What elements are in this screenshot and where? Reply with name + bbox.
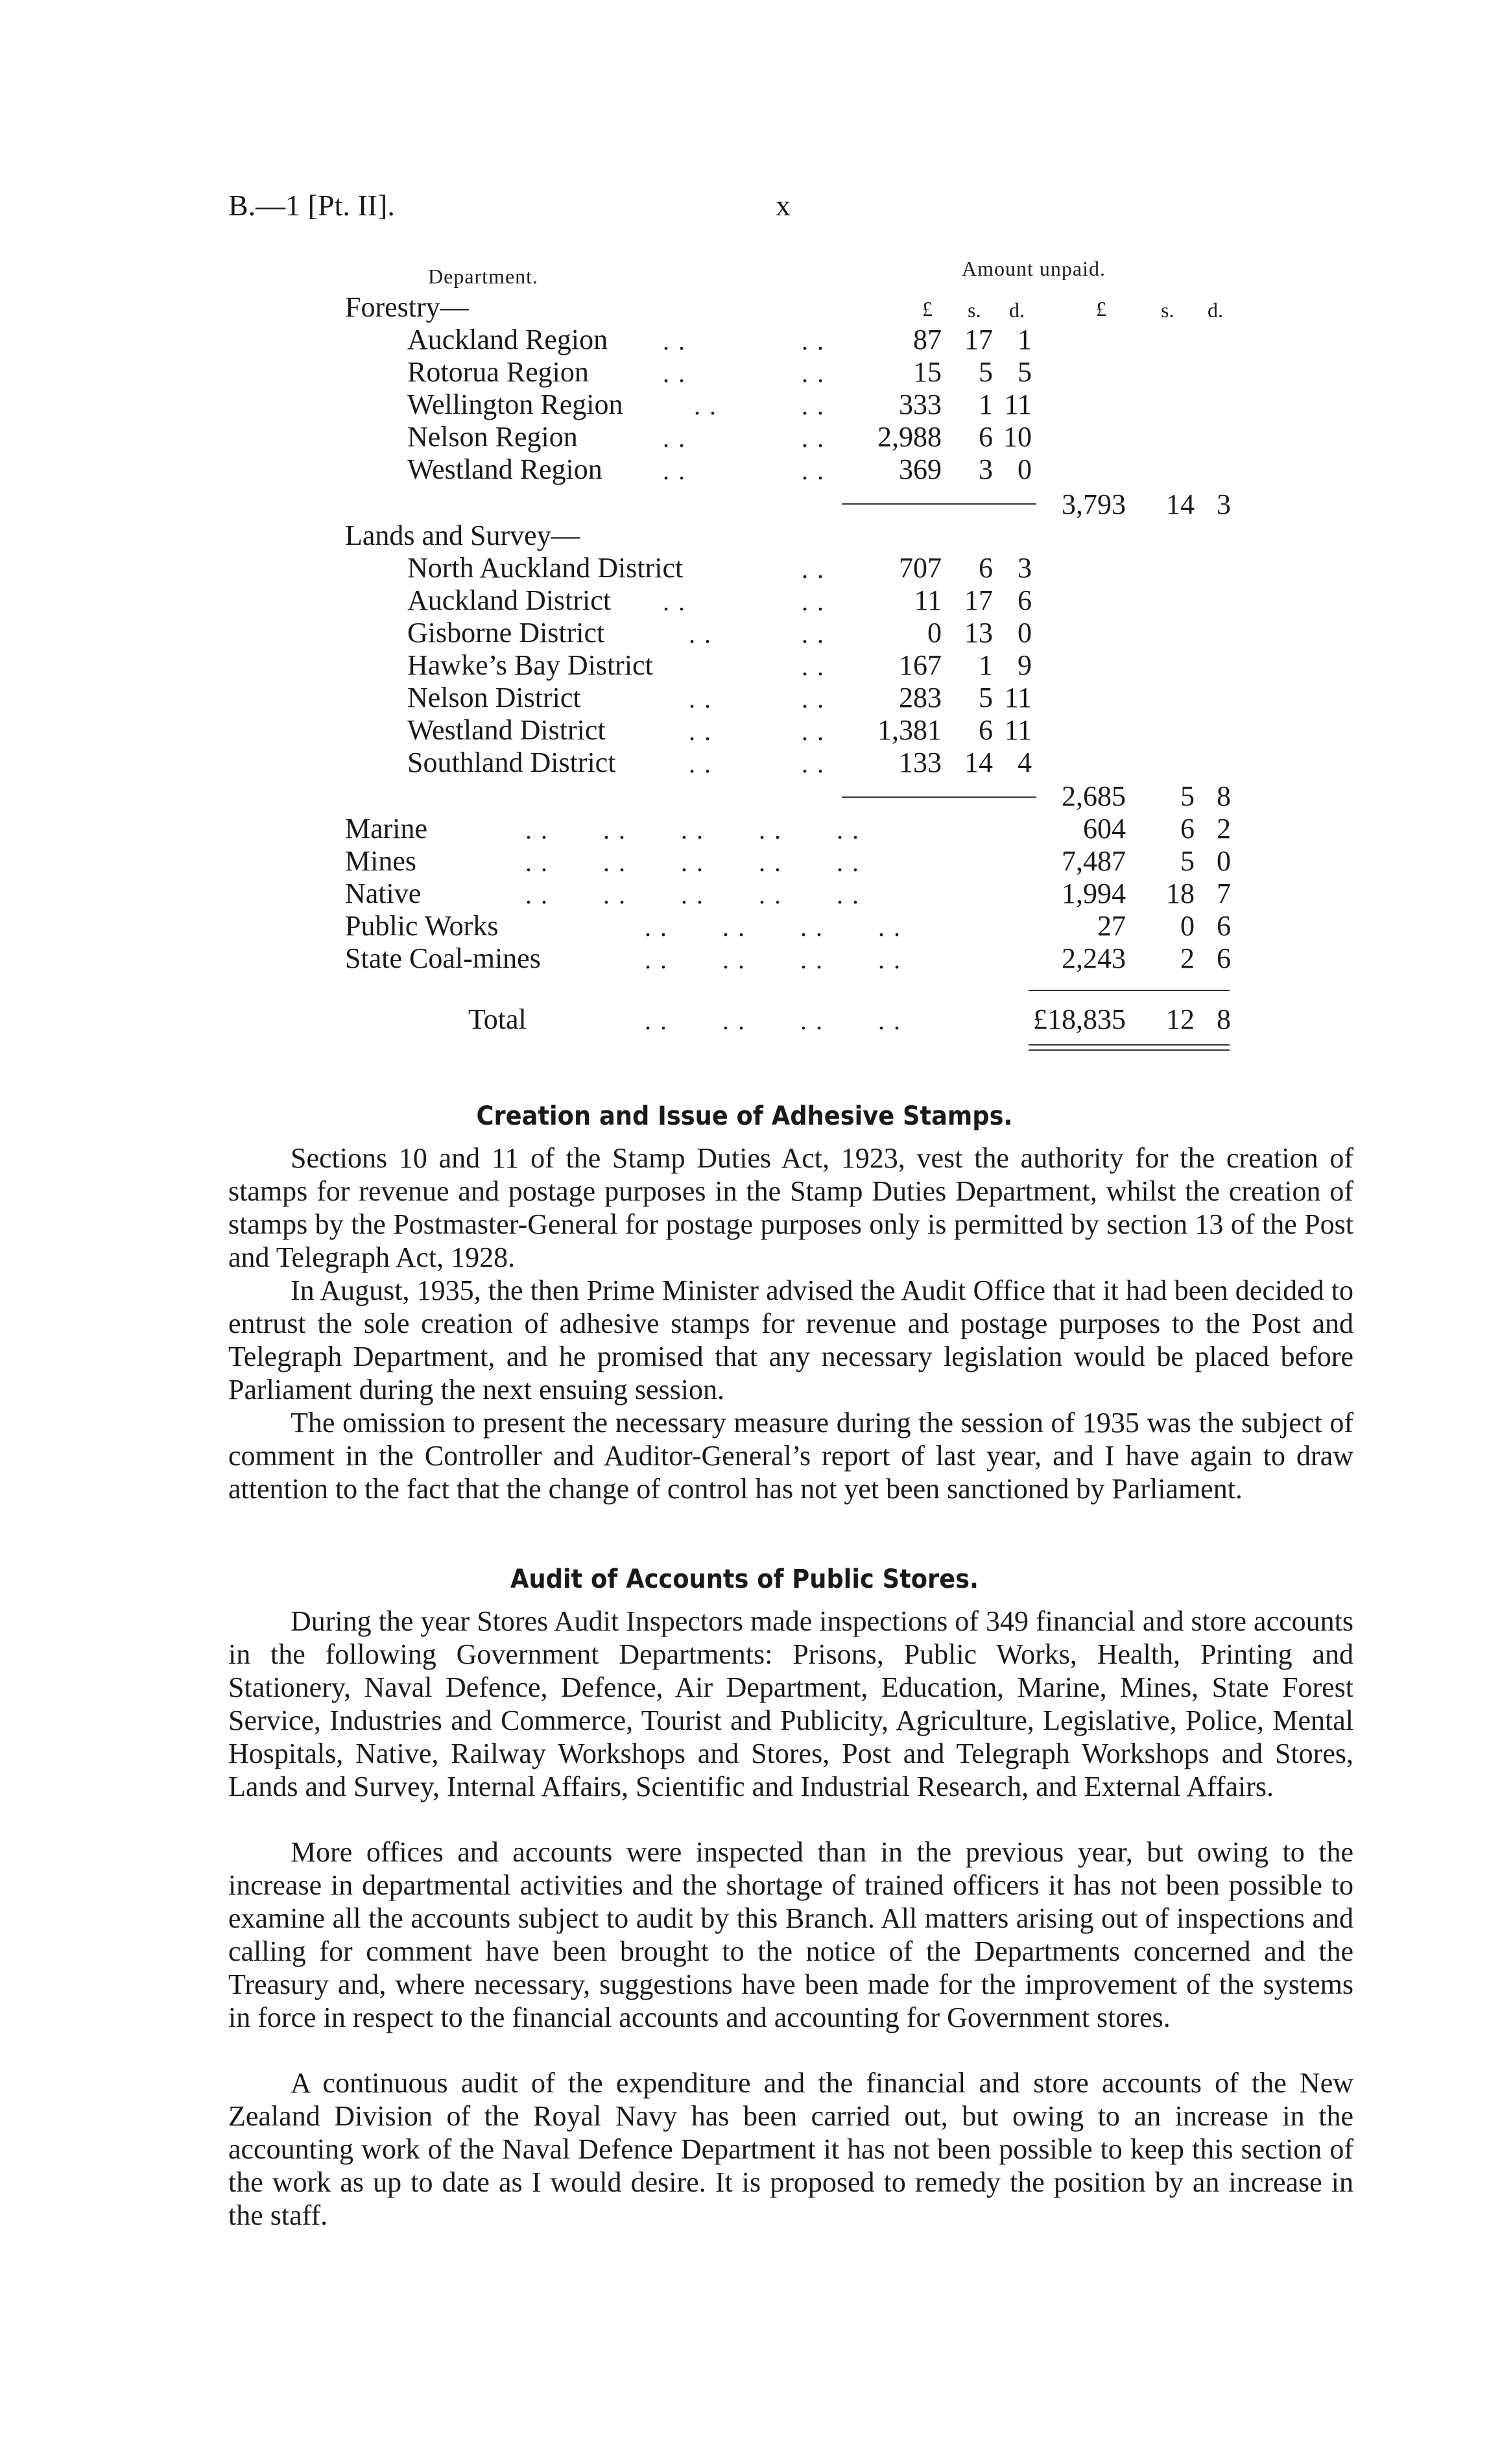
row-name: Southland District — [407, 747, 616, 778]
pounds: 2,243 — [1062, 942, 1126, 974]
shillings: 14 — [1166, 488, 1195, 520]
pounds: 707 — [899, 552, 942, 584]
leader-dots: . . — [802, 456, 825, 485]
leader-dots: . . — [663, 424, 686, 453]
leader-dots: . . — [689, 717, 712, 746]
shillings: 5 — [979, 356, 993, 388]
row-name: Gisborne District — [407, 617, 605, 649]
paragraph: More offices and accounts were inspected than in the previous year, but owing to the increase in departmental activities and the shortage of trained officers it has not been possible to examine all the accounts subject to audit by this Branch. All matters arising out of inspections and calling for comment have been brought to the notice of the Departments concerned and the Treasury and, where necessary, suggestions have been made for the improvement of the systems in force in respect to the financial accounts and accounting for Government stores. — [228, 1836, 1353, 2033]
pence: 1 — [1018, 324, 1032, 355]
shillings: 1 — [979, 649, 993, 681]
shillings: 17 — [964, 584, 993, 616]
pounds: 333 — [899, 389, 942, 420]
shillings: 18 — [1166, 878, 1195, 909]
pounds: 1,994 — [1062, 878, 1126, 909]
pence: 11 — [1004, 682, 1032, 713]
leader-dots: . . — [802, 749, 825, 778]
pounds: 3,793 — [1062, 488, 1126, 520]
paragraph: In August, 1935, the then Prime Minister advised the Audit Office that it had been decided to entrust the sole creation of adhesive stamps for revenue and postage purposes to the Post and Telegraph Department, and he promised that any necessary legislation would be placed before Parliament during the next ensuing session. — [228, 1274, 1353, 1405]
leader-dots: . . — [802, 424, 825, 453]
row-name: Nelson District — [407, 682, 581, 713]
leader-dots: . . — [663, 359, 686, 388]
pounds: 369 — [899, 453, 942, 485]
grand-total-pence: 8 — [1217, 1003, 1231, 1035]
row-name: State Coal-mines — [345, 942, 541, 974]
leader-dots: . . . . . . . . — [645, 913, 901, 942]
shillings: 14 — [964, 747, 993, 778]
amount-column-header: Amount unpaid. — [962, 257, 1106, 280]
pence: 3 — [1217, 488, 1231, 520]
pence: 0 — [1018, 453, 1032, 485]
paragraph: During the year Stores Audit Inspectors made inspections of 349 financial and store accounts in the following Government Departments: Prisons, Public Works, Health, Printing and Stationery, Naval Defence, Defence, Air Department, Education, Marine, Mines, State Forest Service, Industries and Commerce, Tourist and Publicity, Agriculture, Legislative, Police, Mental Hospitals, Native, Railway Workshops and Stores, Post and Telegraph Workshops and Stores, Lands and Survey, Internal Affairs, Scientific and Industrial Research, and External Affairs. — [228, 1605, 1353, 1802]
shillings: 3 — [979, 453, 993, 485]
pence: 8 — [1217, 780, 1231, 812]
pounds: 133 — [899, 747, 942, 778]
pounds: 1,381 — [877, 714, 942, 746]
leader-dots: . . — [689, 749, 712, 778]
unit-pound-inner: £ — [922, 297, 933, 320]
unit-pence-outer: d. — [1208, 298, 1223, 322]
leader-dots: . . . . . . . . — [645, 1006, 901, 1035]
shillings: 6 — [979, 714, 993, 746]
shillings: 6 — [979, 552, 993, 584]
leader-dots: . . . . . . . . . . — [525, 848, 860, 877]
leader-dots: . . — [802, 684, 825, 713]
section-title-adhesive-stamps: Creation and Issue of Adhesive Stamps. — [476, 1101, 1013, 1131]
leader-dots: . . — [689, 684, 712, 713]
row-name: Auckland District — [407, 584, 612, 616]
shillings: 6 — [979, 421, 993, 453]
shillings: 0 — [1180, 910, 1195, 942]
row-name: Public Works — [345, 910, 499, 942]
page-reference: B.—1 [Pt. II]. — [228, 189, 395, 222]
shillings: 5 — [979, 682, 993, 713]
pence: 6 — [1217, 942, 1231, 974]
grand-total-shillings: 12 — [1166, 1003, 1195, 1035]
shillings: 17 — [964, 324, 993, 355]
row-name: Marine — [345, 813, 428, 844]
leader-dots: . . — [689, 619, 712, 649]
shillings: 13 — [964, 617, 993, 649]
row-name: Westland District — [407, 714, 606, 746]
pounds: 2,685 — [1062, 780, 1126, 812]
total-double-rule — [1029, 1044, 1230, 1046]
unit-pound-outer: £ — [1096, 297, 1106, 320]
row-name: Hawke’s Bay District — [407, 649, 653, 681]
pounds: 0 — [927, 617, 942, 649]
leader-dots: . . . . . . . . . . — [525, 815, 860, 844]
leader-dots: . . — [802, 652, 825, 681]
shillings: 2 — [1180, 942, 1195, 974]
row-name: Auckland Region — [407, 324, 608, 355]
total-rule-top — [1029, 990, 1230, 991]
total-double-rule — [1029, 1049, 1230, 1051]
subtotal-rule — [842, 796, 1036, 798]
leader-dots: . . — [802, 587, 825, 616]
row-name: Nelson Region — [407, 421, 578, 453]
lands-survey-heading: Lands and Survey— — [345, 520, 580, 551]
pounds: 604 — [1083, 813, 1126, 844]
leader-dots: . . — [802, 619, 825, 649]
total-label: Total — [468, 1003, 527, 1035]
unit-shilling-inner: s. — [968, 298, 981, 322]
shillings: 6 — [1180, 813, 1195, 844]
leader-dots: . . — [802, 326, 825, 355]
pence: 7 — [1217, 878, 1231, 909]
shillings: 5 — [1180, 845, 1195, 877]
pence: 0 — [1217, 845, 1231, 877]
pounds: 2,988 — [877, 421, 942, 453]
pounds: 87 — [913, 324, 942, 355]
leader-dots: . . — [802, 555, 825, 584]
leader-dots: . . — [663, 587, 686, 616]
pence: 2 — [1217, 813, 1231, 844]
leader-dots: . . — [802, 359, 825, 388]
leader-dots: . . . . . . . . — [645, 945, 901, 974]
forestry-heading: Forestry— — [345, 291, 469, 323]
leader-dots: . . . . . . . . . . — [525, 880, 860, 909]
row-name: Mines — [345, 845, 416, 877]
row-name: Rotorua Region — [407, 356, 589, 388]
pounds: 167 — [899, 649, 942, 681]
grand-total-pounds: £18,835 — [1033, 1003, 1126, 1035]
paragraph: Sections 10 and 11 of the Stamp Duties Act, 1923, vest the authority for the creation of stamps for revenue and postage purposes in the Stamp Duties Department, whilst the creation of stamps by the Postmaster-General for postage purposes only is permitted by section 13 of the Post and Telegraph Act, 1928. — [228, 1142, 1353, 1273]
page-number: x — [776, 189, 791, 222]
pounds: 15 — [913, 356, 942, 388]
pence: 10 — [1003, 421, 1032, 453]
department-column-header: Department. — [428, 265, 539, 288]
pence: 11 — [1004, 714, 1032, 746]
pounds: 27 — [1097, 910, 1126, 942]
subtotal-rule — [842, 503, 1036, 505]
pounds: 11 — [914, 584, 942, 616]
row-name: Wellington Region — [407, 389, 623, 420]
paragraph: A continuous audit of the expenditure and the financial and store accounts of the New Zealand Division of the Royal Navy has been carried out, but owing to an increase in the accounting work of the Naval Defence Department it has not been possible to keep this section of the work as up to date as I would desire. It is proposed to remedy the position by an increase in the staff. — [228, 2067, 1353, 2231]
pence: 3 — [1018, 552, 1032, 584]
shillings: 1 — [979, 389, 993, 420]
pence: 0 — [1018, 617, 1032, 649]
section-title-public-stores: Audit of Accounts of Public Stores. — [510, 1564, 979, 1594]
leader-dots: . . — [694, 391, 717, 420]
paragraph: The omission to present the necessary measure during the session of 1935 was the subject of comment in the Controller and Auditor-General’s report of last year, and I have again to draw attention to the fact that the change of control has not yet been sanctioned by Parliament. — [228, 1407, 1353, 1505]
pence: 4 — [1018, 747, 1032, 778]
leader-dots: . . — [802, 391, 825, 420]
pence: 6 — [1018, 584, 1032, 616]
row-name: North Auckland District — [407, 552, 684, 584]
leader-dots: . . — [663, 456, 686, 485]
unit-pence-inner: d. — [1009, 298, 1025, 322]
leader-dots: . . — [663, 326, 686, 355]
pence: 5 — [1018, 356, 1032, 388]
pounds: 7,487 — [1062, 845, 1126, 877]
pence: 6 — [1217, 910, 1231, 942]
row-name: Westland Region — [407, 453, 602, 485]
leader-dots: . . — [802, 717, 825, 746]
pence: 11 — [1004, 389, 1032, 420]
shillings: 5 — [1180, 780, 1195, 812]
unit-shilling-outer: s. — [1161, 298, 1174, 322]
pounds: 283 — [899, 682, 942, 713]
row-name: Native — [345, 878, 422, 909]
pence: 9 — [1018, 649, 1032, 681]
